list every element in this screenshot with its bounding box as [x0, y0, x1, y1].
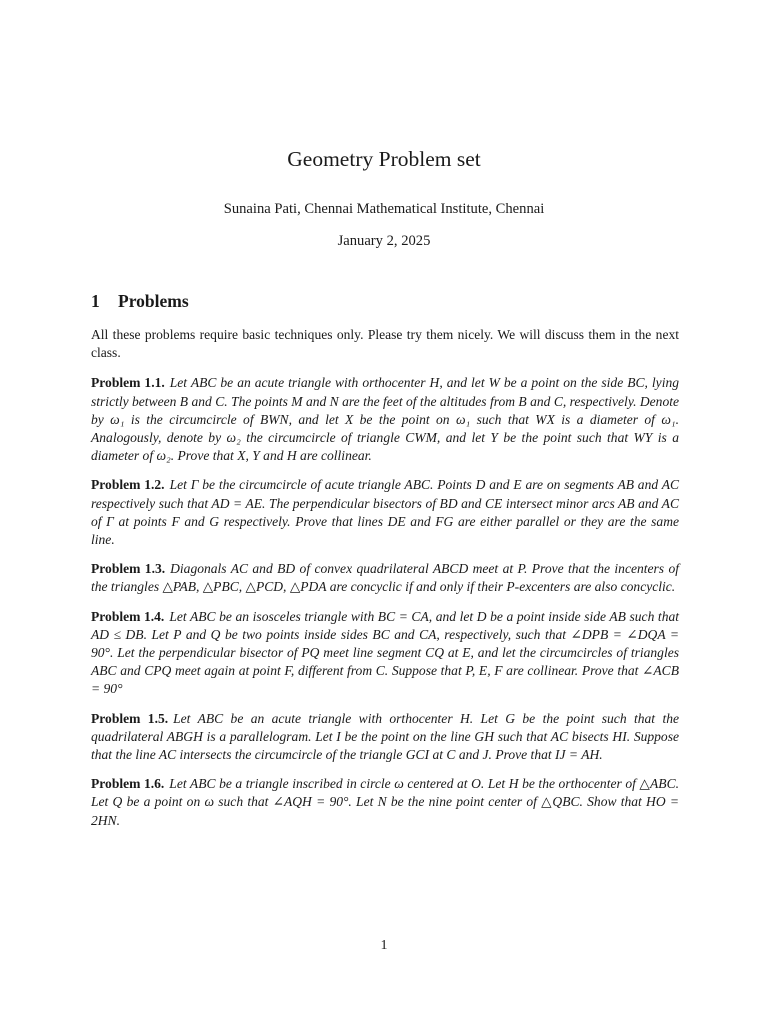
problem-label: Problem 1.3. — [91, 561, 166, 577]
document-author: Sunaina Pati, Chennai Mathematical Institute, Chennai — [223, 201, 545, 217]
problem-1-6 — [91, 775, 679, 830]
problem-1-3 — [91, 560, 679, 596]
problem-label: Problem 1.1. — [91, 375, 165, 391]
problem-label: Problem 1.6. — [91, 776, 165, 792]
problem-statement: Let Γ be the circumcircle of acute triangle ABC. Points D and E are on segments AB and AC respectively such that AD = AE. The perpendicular bisectors of BD and CE intersect minor arcs AB and AC of Γ at points F and G respectively. Prove that lines DE and FG are either parallel or they are the same line. — [91, 477, 680, 548]
problem-1-5 — [91, 710, 679, 765]
problem-statement: Let ABC be a triangle inscribed in circle ω centered at O. Let H be the orthocenter of △ABC. Let Q be a point on ω such that ∠AQH = 90°. Let N be the nine point center of △QBC. Show that HO = 2HN. — [91, 776, 679, 828]
intro-paragraph: All these problems require basic techniques only. Please try them nicely. We will discuss them in the next class. — [91, 327, 679, 361]
document-date: January 2, 2025 — [337, 233, 431, 249]
problem-1-1 — [91, 374, 679, 465]
problem-label: Problem 1.2. — [91, 477, 165, 493]
problem-statement: Let ABC be an acute triangle with orthocenter H, and let W be a point on the side BC, lying strictly between B and C. The points M and N are the feet of the altitudes from B and C, respectively. Denote by ω₁ is the circumcircle of BWN, and let X be the point on ω₁ such that WX is a diameter of ω₁. Analogously, denote by ω₂ the circumcircle of triangle CWM, and let Y be the point such that WY is a diameter of ω₂. Prove that X, Y and H are collinear. — [91, 375, 680, 464]
problem-1-4 — [91, 608, 679, 699]
page-number: 1 — [380, 938, 388, 953]
section-heading — [91, 290, 189, 312]
section-title: Problems — [118, 291, 189, 311]
problem-1-2 — [91, 476, 679, 549]
problem-label: Problem 1.4. — [91, 608, 165, 624]
section-number: 1 — [91, 291, 100, 311]
problem-statement: Let ABC be an isosceles triangle with BC = CA, and let D be a point inside side AB such that AD ≤ DB. Let P and Q be two points inside sides BC and CA, respectively, such that ∠DPB = ∠DQA = 90°. Let the perpendicular bisector of PQ meet line segment CQ at E, and let the circumcircles of triangles ABC and CPQ meet again at point F, different from C. Suppose that P, E, F are collinear. Prove that ∠ACB = 90° — [91, 608, 680, 697]
problem-statement: Let ABC be an acute triangle with orthocenter H. Let G be the point such that the quadrilateral ABGH is a parallelogram. Let I be the point on the line GH such that AC bisects HI. Suppose that the line AC intersects the circumcircle of the triangle GCI at C and J. Prove that IJ = AH. — [91, 710, 679, 763]
document-body — [91, 326, 679, 841]
problem-label: Problem 1.5. — [91, 710, 169, 726]
problem-statement: Diagonals AC and BD of convex quadrilateral ABCD meet at P. Prove that the incenters of the triangles △PAB, △PBC, △PCD, △PDA are concyclic if and only if their P-excenters are also concyclic. — [91, 561, 679, 595]
document-title: Geometry Problem set — [287, 147, 481, 171]
